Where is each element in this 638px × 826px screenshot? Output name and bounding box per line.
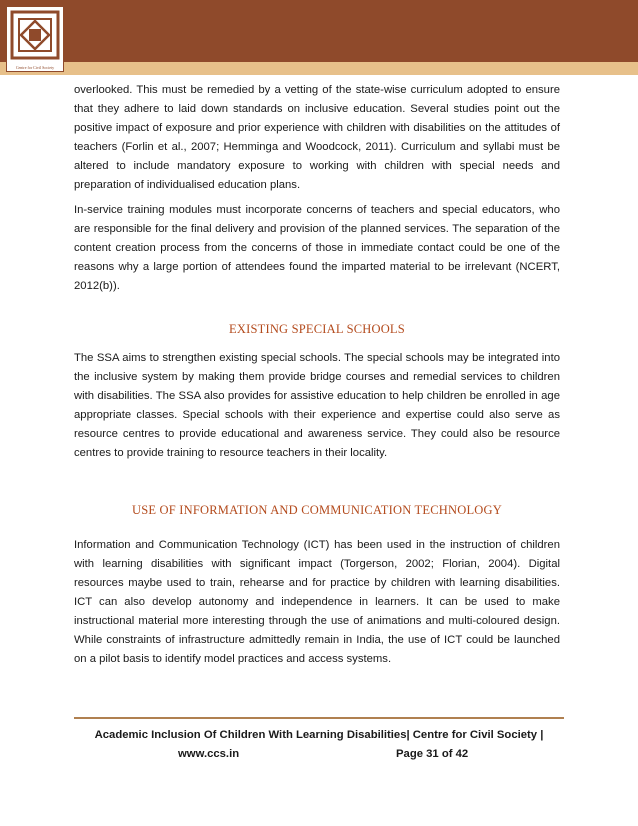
logo-caption: Centre for Civil Society [15, 65, 55, 70]
ccs-logo [6, 6, 64, 72]
heading-ict: USE OF INFORMATION AND COMMUNICATION TECHNOLOGY [132, 503, 502, 517]
paragraph-in-service-training: In-service training modules must incorporate concerns of teachers and special educators, who are responsible for the final delivery and provision of the planned services. The separation of the content creation process from the concerns of those in immediate contact could be one of the reasons why a large portion of attendees found the imparted material to be irrelevant (NCERT, 2012(b)). [74, 204, 560, 292]
header-stripe [0, 62, 638, 75]
header-bar [0, 0, 638, 62]
footer-url: www.ccs.in [178, 748, 240, 760]
footer-page-number: Page 31 of 42 [396, 748, 469, 760]
paragraph-ict: Information and Communication Technology (ICT) has been used in the instruction of children with learning disabilities with significant impact (Torgerson, 2002; Florian, 2004). Digital resources maybe used to train, rehearse and for practice by children with learning disabilities. ICT can also develop autonomy and independence in learners. It can be used to make instructional material more interesting through the use of animations and multi-coloured design. While constraints of infrastructure admittedly remain in India, the use of ICT could be launched on a pilot basis to identify model practices and access systems. [74, 539, 560, 665]
paragraph-curriculum: overlooked. This must be remedied by a vetting of the state-wise curriculum adopted to ensure that they adhere to laid down standards on inclusive education. Several studies point out the positive impact of exposure and prior experience with children with disabilities on the attitudes of teachers (Forlin et al., 2007; Hemminga and Woodcock, 2011). Curriculum and syllabi must be altered to include mandatory exposure to working with children with special needs and preparation of individualised education plans. [74, 84, 560, 191]
ccs-logo-icon [10, 10, 60, 62]
footer-divider [74, 717, 564, 719]
page-content [74, 81, 560, 675]
footer-title: Academic Inclusion Of Children With Learning Disabilities| Centre for Civil Society | [94, 729, 544, 741]
page-footer [74, 726, 564, 764]
heading-existing-special-schools: EXISTING SPECIAL SCHOOLS [229, 322, 405, 336]
paragraph-special-schools: The SSA aims to strengthen existing special schools. The special schools may be integrated into the inclusive system by making them provide bridge courses and remedial services to children with disabilities. The SSA also provides for assistive education to help children be enrolled in age appropriate classes. Special schools with their experience and expertise could also serve as resource centres to provide educational and awareness service. They could also be resource centres to provide training to resource teachers in their locality. [74, 352, 560, 459]
